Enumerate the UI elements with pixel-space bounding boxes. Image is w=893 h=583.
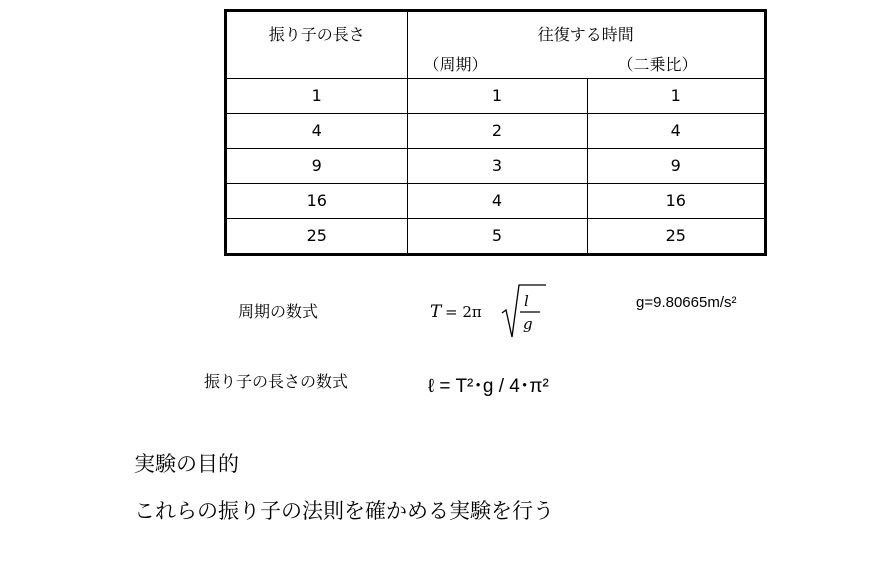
header-time (407, 12, 764, 78)
cell-square: 1 (587, 78, 764, 113)
cell-period: 2 (407, 113, 587, 148)
header-period-label: （周期） (423, 55, 488, 74)
cell-length: 9 (227, 148, 407, 183)
cell-period: 1 (407, 78, 587, 113)
pendulum-table (224, 9, 767, 256)
purpose-heading: 実験の目的 (134, 452, 239, 476)
header-time-label: 往復する時間 (537, 25, 634, 44)
gravity-constant: g=9.80665m/s² (636, 294, 737, 311)
cell-period: 5 (407, 218, 587, 253)
period-formula (428, 279, 558, 343)
formula-numerator: l (524, 292, 529, 310)
table-row (227, 183, 764, 218)
formula-denominator: g (523, 315, 533, 333)
cell-square: 4 (587, 113, 764, 148)
table-row (227, 78, 764, 113)
cell-period: 4 (407, 183, 587, 218)
table-header-row (227, 12, 764, 78)
table-row (227, 113, 764, 148)
formula-eq: = 2π (445, 303, 482, 321)
cell-square: 16 (587, 183, 764, 218)
cell-length: 4 (227, 113, 407, 148)
header-length: 振り子の長さ (227, 12, 407, 78)
cell-length: 1 (227, 78, 407, 113)
cell-square: 25 (587, 218, 764, 253)
table-row (227, 148, 764, 183)
length-formula: ℓ = T²･g / 4･π² (428, 376, 549, 397)
header-square-label: （二乗比） (617, 55, 698, 74)
cell-square: 9 (587, 148, 764, 183)
cell-length: 25 (227, 218, 407, 253)
purpose-text: これらの振り子の法則を確かめる実験を行う (134, 499, 554, 523)
formula-T: T (430, 302, 442, 322)
length-formula-label: 振り子の長さの数式 (204, 372, 349, 391)
table-row (227, 218, 764, 253)
cell-period: 3 (407, 148, 587, 183)
pendulum-data-table (227, 12, 764, 253)
period-formula-label: 周期の数式 (238, 302, 319, 321)
cell-length: 16 (227, 183, 407, 218)
